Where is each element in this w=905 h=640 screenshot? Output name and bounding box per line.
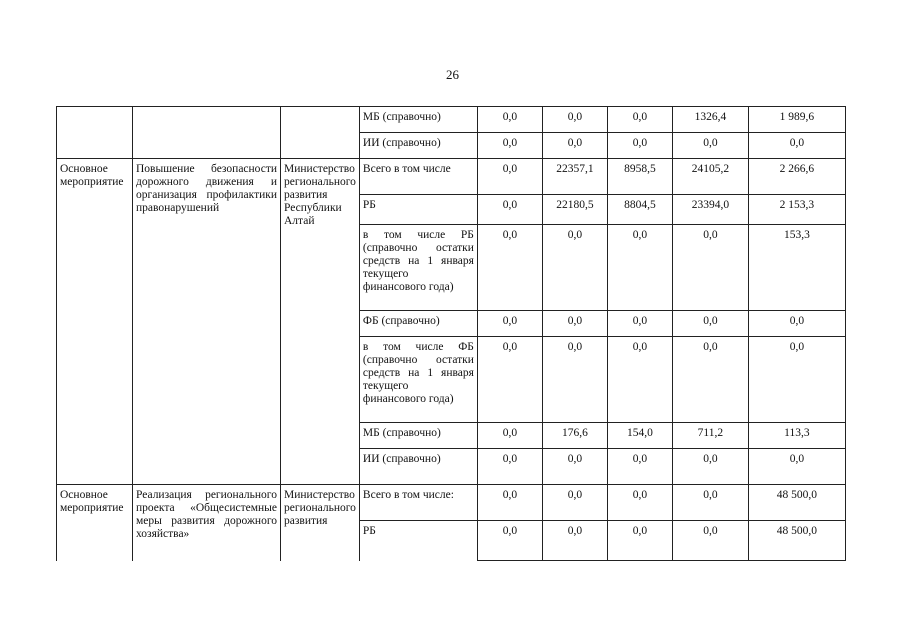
value-cell: 0,0 <box>542 485 607 521</box>
activity-name-cell <box>133 107 281 159</box>
value-cell: 0,0 <box>672 449 748 485</box>
value-cell: 154,0 <box>607 423 672 449</box>
value-cell: 0,0 <box>542 337 607 423</box>
funding-source-cell: в том числе РБ (справочно остатки средств на 1 января текущего финансового года) <box>359 225 477 311</box>
executor-cell <box>281 107 360 159</box>
value-cell: 23394,0 <box>672 195 748 225</box>
value-cell: 0,0 <box>477 107 542 133</box>
value-cell: 0,0 <box>672 485 748 521</box>
value-cell: 0,0 <box>477 195 542 225</box>
value-cell: 48 500,0 <box>748 485 845 521</box>
value-cell: 0,0 <box>607 449 672 485</box>
activity-name-cell: Повышение безопасности дорожного движения и организация профилактики правонарушений <box>133 159 281 485</box>
value-cell: 0,0 <box>748 311 845 337</box>
executor-cell: Министерство регионального развития <box>281 485 360 561</box>
funding-source-cell: ИИ (справочно) <box>359 449 477 485</box>
value-cell: 0,0 <box>672 337 748 423</box>
activity-name-cell: Реализация регионального проекта «Общесистемные меры развития дорожного хозяйства» <box>133 485 281 561</box>
value-cell: 0,0 <box>542 311 607 337</box>
value-cell: 0,0 <box>748 449 845 485</box>
value-cell: 0,0 <box>477 423 542 449</box>
funding-source-cell: МБ (справочно) <box>359 423 477 449</box>
table-row <box>57 159 846 195</box>
funding-source-cell: РБ <box>359 521 477 561</box>
executor-cell: Министерство регионального развития Республики Алтай <box>281 159 360 485</box>
value-cell: 0,0 <box>672 311 748 337</box>
value-cell: 0,0 <box>672 225 748 311</box>
activity-type-cell: Основное мероприятие <box>57 159 133 485</box>
value-cell: 24105,2 <box>672 159 748 195</box>
value-cell: 113,3 <box>748 423 845 449</box>
funding-source-cell: ИИ (справочно) <box>359 133 477 159</box>
value-cell: 0,0 <box>542 107 607 133</box>
value-cell: 0,0 <box>672 521 748 561</box>
value-cell: 0,0 <box>477 337 542 423</box>
value-cell: 22180,5 <box>542 195 607 225</box>
value-cell: 0,0 <box>607 337 672 423</box>
value-cell: 0,0 <box>607 311 672 337</box>
value-cell: 0,0 <box>607 225 672 311</box>
value-cell: 711,2 <box>672 423 748 449</box>
value-cell: 8958,5 <box>607 159 672 195</box>
value-cell: 0,0 <box>542 449 607 485</box>
page-number: 26 <box>446 67 459 82</box>
value-cell: 0,0 <box>542 225 607 311</box>
funding-source-cell: МБ (справочно) <box>359 107 477 133</box>
value-cell: 0,0 <box>607 485 672 521</box>
value-cell: 1 989,6 <box>748 107 845 133</box>
value-cell: 0,0 <box>607 107 672 133</box>
value-cell: 22357,1 <box>542 159 607 195</box>
budget-table <box>56 106 846 561</box>
value-cell: 8804,5 <box>607 195 672 225</box>
value-cell: 0,0 <box>607 521 672 561</box>
value-cell: 176,6 <box>542 423 607 449</box>
value-cell: 153,3 <box>748 225 845 311</box>
value-cell: 0,0 <box>748 337 845 423</box>
value-cell: 0,0 <box>672 133 748 159</box>
funding-source-cell: Всего в том числе <box>359 159 477 195</box>
table-row <box>57 107 846 133</box>
value-cell: 0,0 <box>542 133 607 159</box>
value-cell: 0,0 <box>748 133 845 159</box>
funding-source-cell: РБ <box>359 195 477 225</box>
value-cell: 0,0 <box>477 159 542 195</box>
funding-source-cell: в том числе ФБ (справочно остатки средств на 1 января текущего финансового года) <box>359 337 477 423</box>
value-cell: 0,0 <box>477 485 542 521</box>
value-cell: 48 500,0 <box>748 521 845 561</box>
value-cell: 0,0 <box>542 521 607 561</box>
activity-type-cell <box>57 107 133 159</box>
value-cell: 0,0 <box>477 521 542 561</box>
value-cell: 0,0 <box>477 311 542 337</box>
value-cell: 0,0 <box>477 133 542 159</box>
funding-source-cell: ФБ (справочно) <box>359 311 477 337</box>
value-cell: 1326,4 <box>672 107 748 133</box>
value-cell: 2 266,6 <box>748 159 845 195</box>
value-cell: 0,0 <box>477 225 542 311</box>
value-cell: 0,0 <box>477 449 542 485</box>
table-row <box>57 485 846 521</box>
activity-type-cell: Основное мероприятие <box>57 485 133 561</box>
funding-source-cell: Всего в том числе: <box>359 485 477 521</box>
value-cell: 0,0 <box>607 133 672 159</box>
value-cell: 2 153,3 <box>748 195 845 225</box>
